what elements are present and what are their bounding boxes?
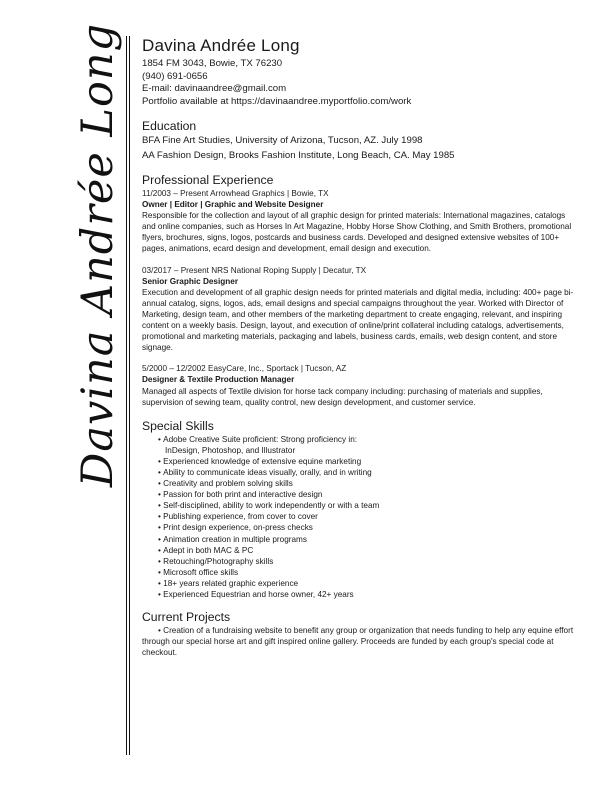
section-heading-education: Education (142, 119, 197, 133)
education-section (142, 119, 574, 163)
list-item: • Retouching/Photography skills (158, 556, 574, 567)
job-dates: 11/2003 – Present Arrowhead Graphics | Bowie, TX (142, 189, 329, 198)
email: E-mail: davinaandree@gmail.com (142, 83, 287, 94)
job-description: Execution and development of all graphic design needs for printed materials and digital media, including: 400+ page bi-annual catalog, signs, logos, ads, email designs and special campaigns throughout the year. Worked with Director of Marketing, design team, and other members of the marketing department to create engaging, relevant, and inspiring content on a weekly basis. Design, layout, and execution of online/print collateral including catalogs, advertisements, promotional and marketing materials, packaging and labels, business cards, emails, web design content, and store signage. (142, 287, 574, 353)
resume-content (142, 36, 574, 658)
job-entry (142, 363, 574, 407)
job-description: Managed all aspects of Textile division for horse tack company including: purchasing of materials and supplies, supervision of sewing team, quality control, new design development, and customer service. (142, 386, 543, 407)
list-item: • Passion for both print and interactive design (158, 489, 574, 500)
list-item (158, 434, 574, 456)
list-item: • Ability to communicate ideas visually, orally, and in writing (158, 467, 574, 478)
section-heading-skills: Special Skills (142, 418, 214, 433)
skills-section (142, 419, 574, 600)
project-description: • Creation of a fundraising website to benefit any group or organization that needs funding to help any equine effort through our special horse art and gift inspired online gallery. Proceeds are funded by each group's special code at checkout. (142, 626, 574, 658)
section-heading-projects: Current Projects (142, 610, 231, 625)
job-dates: 03/2017 – Present NRS National Roping Supply | Decatur, TX (142, 265, 367, 275)
skill-text-cont: InDesign, Photoshop, and Illustrator (165, 445, 296, 455)
job-role: Designer & Textile Production Manager (142, 375, 295, 385)
list-item: • 18+ years related graphic experience (158, 578, 574, 589)
list-item: • Microsoft office skills (158, 567, 574, 578)
list-item: • Publishing experience, from cover to cover (158, 511, 574, 522)
job-role: Senior Graphic Designer (142, 276, 239, 286)
job-entry (142, 265, 574, 354)
phone: (940) 691-0656 (142, 70, 208, 82)
job-dates: 5/2000 – 12/2002 EasyCare, Inc., Sportack | Tucson, AZ (142, 364, 347, 374)
list-item: • Experienced Equestrian and horse owner, 42+ years (158, 589, 574, 600)
contact-block (142, 58, 574, 108)
section-heading-experience: Professional Experience (142, 173, 274, 187)
experience-section (142, 173, 574, 408)
job-description: Responsible for the collection and layout of all graphic design for printed materials: International magazines, catalogs and online companies, such as Horses In Art Magazine, Hobby Horse Show Clothing, and Smith Brothers, promotional flyers, brochures, signs, logos, postcards and business cards. Developed and designed extensive websites of 100+ pages, animations, ecard design and development, email design and execution. (142, 211, 572, 254)
project-text: Creation of a fundraising website to benefit any group or organization that needs funding to help any equine effort through our special horse art and gift inspired online gallery. Proceeds are funded by each group's special code at checkout. (142, 626, 574, 658)
list-item: • Creativity and problem solving skills (158, 478, 574, 489)
skills-list (142, 434, 574, 600)
education-item: AA Fashion Design, Brooks Fashion Institute, Long Beach, CA. May 1985 (142, 149, 455, 161)
list-item: • Adept in both MAC & PC (158, 545, 574, 556)
divider-line (126, 36, 127, 755)
projects-section (142, 610, 574, 658)
skill-text: Adobe Creative Suite proficient: Strong proficiency in: (163, 434, 358, 444)
job-entry (142, 188, 574, 255)
list-item: • Animation creation in multiple programs (158, 534, 574, 545)
page-title: Davina Andrée Long (142, 36, 300, 55)
divider-line (129, 36, 130, 755)
education-item: BFA Fine Art Studies, University of Arizona, Tucson, AZ. July 1998 (142, 135, 423, 146)
signature-text: Davina Andrée Long (73, 22, 123, 488)
list-item: • Print design experience, on-press checks (158, 522, 574, 533)
list-item: • Experienced knowledge of extensive equine marketing (158, 456, 574, 467)
job-role: Owner | Editor | Graphic and Website Designer (142, 200, 324, 210)
portfolio-link: Portfolio available at https://davinaandree.myportfolio.com/work (142, 95, 412, 107)
address: 1854 FM 3043, Bowie, TX 76230 (142, 58, 283, 69)
list-item: • Self-disciplined, ability to work independently or with a team (158, 500, 574, 511)
